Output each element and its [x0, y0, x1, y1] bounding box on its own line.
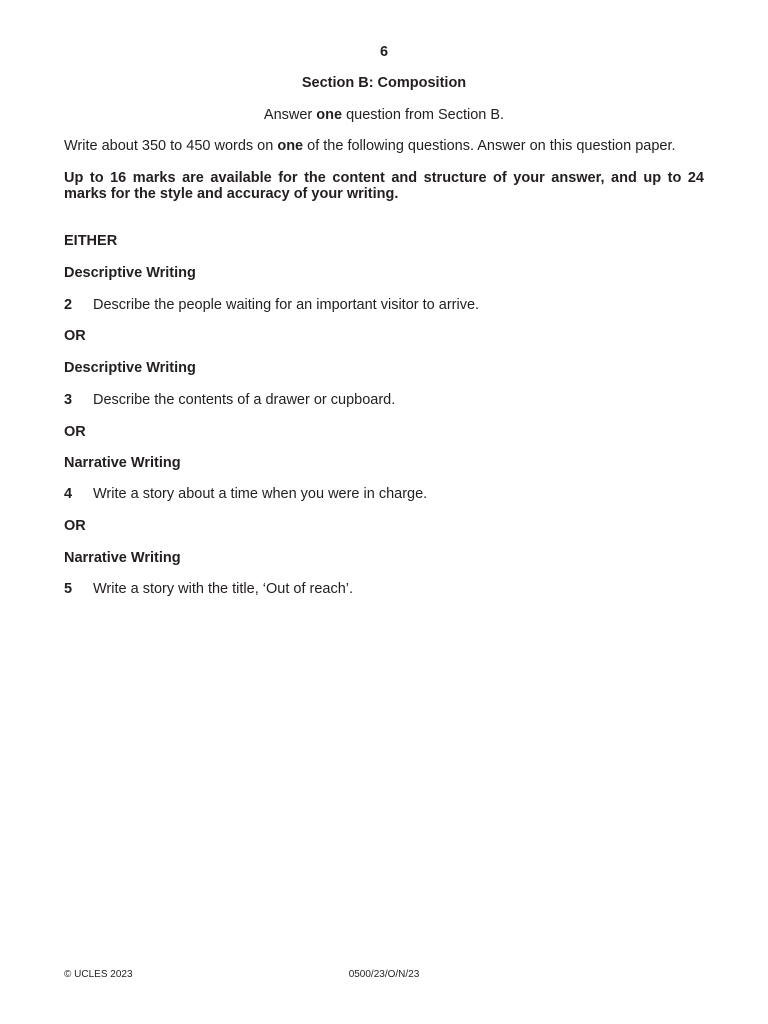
question-text: Describe the contents of a drawer or cupboard. — [93, 392, 396, 408]
question-category: Descriptive Writing — [64, 360, 196, 376]
words-instruction-post: of the following questions. Answer on this question paper. — [303, 138, 676, 154]
marks-instruction: Up to 16 marks are available for the content and structure of your answer, and up to 24 marks for the style and accuracy of your writing. — [64, 170, 704, 202]
question-category: Descriptive Writing — [64, 265, 196, 281]
words-instruction-emphasis: one — [277, 138, 304, 154]
or-label: OR — [64, 424, 86, 440]
question-number: 2 — [64, 297, 73, 313]
page-number: 6 — [379, 44, 389, 60]
footer-copyright: © UCLES 2023 — [64, 969, 133, 980]
question-number: 5 — [64, 581, 73, 597]
section-title: Section B: Composition — [301, 75, 467, 91]
question-category: Narrative Writing — [64, 455, 181, 471]
or-label: OR — [64, 518, 86, 534]
answer-instruction — [0, 107, 768, 123]
footer-paper-code: 0500/23/O/N/23 — [348, 969, 420, 980]
question-text: Describe the people waiting for an important visitor to arrive. — [93, 297, 480, 313]
question-text: Write a story with the title, ‘Out of reach’. — [93, 581, 354, 597]
question-number: 3 — [64, 392, 73, 408]
question-text: Write a story about a time when you were in charge. — [93, 486, 428, 502]
either-label: EITHER — [64, 233, 118, 249]
answer-instruction-post: question from Section B. — [342, 107, 505, 123]
question-number: 4 — [64, 486, 73, 502]
words-instruction — [64, 138, 676, 154]
question-category: Narrative Writing — [64, 550, 181, 566]
or-label: OR — [64, 328, 86, 344]
words-instruction-pre: Write about 350 to 450 words on — [64, 138, 278, 154]
answer-instruction-pre: Answer — [263, 107, 317, 123]
answer-instruction-emphasis: one — [316, 107, 343, 123]
